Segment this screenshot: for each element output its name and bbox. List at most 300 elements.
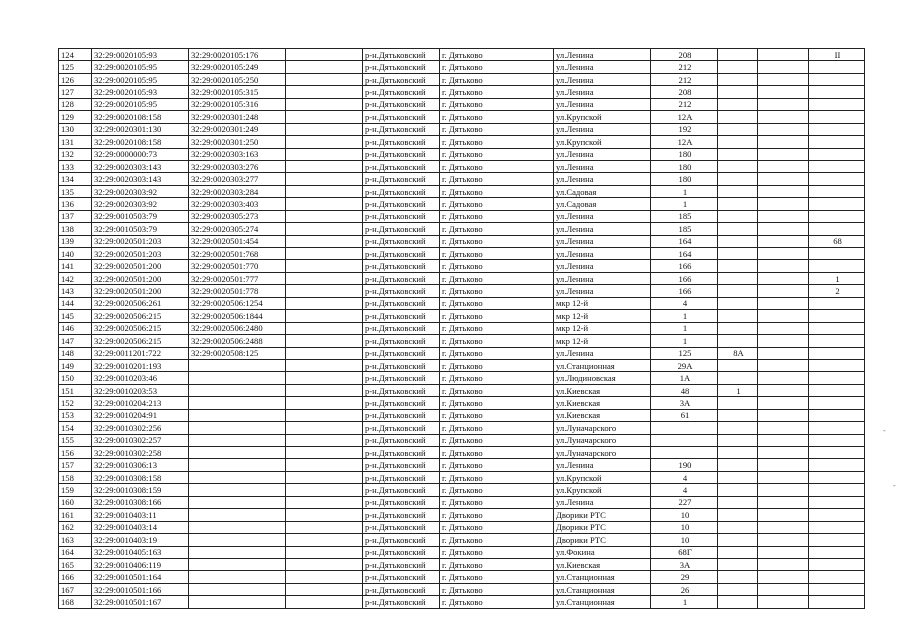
street-cell: ул.Ленина — [554, 459, 651, 471]
land-cadastral-number-cell: 32:29:0000000:73 — [92, 148, 189, 160]
house-number-cell: 3А — [651, 397, 718, 409]
building-cell — [718, 111, 758, 123]
district-cell: р-н.Дятьковский — [363, 447, 440, 459]
house-number-cell: 4 — [651, 484, 718, 496]
apartment-cell — [758, 509, 809, 521]
building-cadastral-number-cell — [189, 534, 286, 546]
land-cadastral-number-cell: 32:29:0020501:200 — [92, 272, 189, 284]
row-number-cell: 145 — [59, 310, 92, 322]
apartment-cell — [758, 459, 809, 471]
table-row — [59, 347, 865, 359]
house-number-cell: 29 — [651, 571, 718, 583]
table-row — [59, 198, 865, 210]
building-cadastral-number-cell: 32:29:0020501:777 — [189, 272, 286, 284]
house-number-cell: 180 — [651, 160, 718, 172]
district-cell: р-н.Дятьковский — [363, 297, 440, 309]
land-cadastral-number-cell: 32:29:0010201:193 — [92, 359, 189, 371]
town-cell: г. Дятьково — [440, 198, 554, 210]
blank-cell — [286, 372, 363, 384]
blank-cell — [286, 347, 363, 359]
apartment-cell — [758, 447, 809, 459]
blank-cell — [286, 310, 363, 322]
blank-cell — [286, 596, 363, 608]
table-row — [59, 359, 865, 371]
house-number-cell: 4 — [651, 297, 718, 309]
town-cell: г. Дятьково — [440, 210, 554, 222]
table-row — [59, 61, 865, 73]
street-cell: мкр 12-й — [554, 297, 651, 309]
street-cell: ул.Станционная — [554, 359, 651, 371]
row-number-cell: 146 — [59, 322, 92, 334]
building-cell — [718, 583, 758, 595]
row-number-cell: 139 — [59, 235, 92, 247]
room-cell — [809, 397, 865, 409]
district-cell: р-н.Дятьковский — [363, 347, 440, 359]
house-number-cell: 48 — [651, 384, 718, 396]
street-cell: ул.Людиновская — [554, 372, 651, 384]
street-cell: ул.Ленина — [554, 160, 651, 172]
table-row — [59, 335, 865, 347]
land-cadastral-number-cell: 32:29:0020303:92 — [92, 198, 189, 210]
table-row — [59, 111, 865, 123]
house-number-cell: 68Г — [651, 546, 718, 558]
room-cell — [809, 496, 865, 508]
blank-cell — [286, 210, 363, 222]
building-cell: 8А — [718, 347, 758, 359]
table-row — [59, 73, 865, 85]
blank-cell — [286, 509, 363, 521]
land-cadastral-number-cell: 32:29:0010204:91 — [92, 409, 189, 421]
street-cell: ул.Ленина — [554, 73, 651, 85]
row-number-cell: 150 — [59, 372, 92, 384]
room-cell: 2 — [809, 285, 865, 297]
building-cell — [718, 434, 758, 446]
building-cadastral-number-cell: 32:29:0020105:250 — [189, 73, 286, 85]
room-cell — [809, 372, 865, 384]
table-row — [59, 384, 865, 396]
building-cell — [718, 521, 758, 533]
table-row — [59, 372, 865, 384]
room-cell — [809, 459, 865, 471]
building-cell — [718, 422, 758, 434]
district-cell: р-н.Дятьковский — [363, 496, 440, 508]
table-row — [59, 310, 865, 322]
room-cell — [809, 223, 865, 235]
table-row — [59, 546, 865, 558]
house-number-cell: 192 — [651, 123, 718, 135]
building-cadastral-number-cell — [189, 571, 286, 583]
room-cell — [809, 335, 865, 347]
town-cell: г. Дятьково — [440, 49, 554, 61]
street-cell: ул.Ленина — [554, 260, 651, 272]
district-cell: р-н.Дятьковский — [363, 372, 440, 384]
town-cell: г. Дятьково — [440, 310, 554, 322]
building-cadastral-number-cell: 32:29:0020305:273 — [189, 210, 286, 222]
street-cell: ул.Ленина — [554, 61, 651, 73]
row-number-cell: 133 — [59, 160, 92, 172]
land-cadastral-number-cell: 32:29:0020105:93 — [92, 86, 189, 98]
land-cadastral-number-cell: 32:29:0010501:164 — [92, 571, 189, 583]
building-cadastral-number-cell — [189, 496, 286, 508]
apartment-cell — [758, 422, 809, 434]
town-cell: г. Дятьково — [440, 86, 554, 98]
building-cell — [718, 148, 758, 160]
blank-cell — [286, 285, 363, 297]
town-cell: г. Дятьково — [440, 297, 554, 309]
building-cell: 1 — [718, 384, 758, 396]
row-number-cell: 144 — [59, 297, 92, 309]
apartment-cell — [758, 434, 809, 446]
district-cell: р-н.Дятьковский — [363, 148, 440, 160]
blank-cell — [286, 384, 363, 396]
table-row — [59, 297, 865, 309]
street-cell: мкр 12-й — [554, 335, 651, 347]
building-cadastral-number-cell — [189, 583, 286, 595]
town-cell: г. Дятьково — [440, 173, 554, 185]
building-cadastral-number-cell: 32:29:0020501:770 — [189, 260, 286, 272]
blank-cell — [286, 123, 363, 135]
table-row — [59, 496, 865, 508]
apartment-cell — [758, 136, 809, 148]
building-cell — [718, 260, 758, 272]
district-cell: р-н.Дятьковский — [363, 459, 440, 471]
street-cell: ул.Ленина — [554, 49, 651, 61]
town-cell: г. Дятьково — [440, 571, 554, 583]
apartment-cell — [758, 185, 809, 197]
land-cadastral-number-cell: 32:29:0010406:119 — [92, 558, 189, 570]
table-row — [59, 484, 865, 496]
blank-cell — [286, 223, 363, 235]
apartment-cell — [758, 534, 809, 546]
street-cell: ул.Киевская — [554, 409, 651, 421]
land-cadastral-number-cell: 32:29:0020303:143 — [92, 160, 189, 172]
apartment-cell — [758, 86, 809, 98]
town-cell: г. Дятьково — [440, 123, 554, 135]
house-number-cell: 1 — [651, 335, 718, 347]
house-number-cell: 12А — [651, 111, 718, 123]
table-row — [59, 148, 865, 160]
row-number-cell: 138 — [59, 223, 92, 235]
room-cell — [809, 583, 865, 595]
street-cell: ул.Станционная — [554, 583, 651, 595]
building-cell — [718, 272, 758, 284]
street-cell: ул.Ленина — [554, 210, 651, 222]
building-cell — [718, 73, 758, 85]
town-cell: г. Дятьково — [440, 583, 554, 595]
district-cell: р-н.Дятьковский — [363, 49, 440, 61]
room-cell — [809, 409, 865, 421]
land-cadastral-number-cell: 32:29:0020501:203 — [92, 235, 189, 247]
district-cell: р-н.Дятьковский — [363, 422, 440, 434]
blank-cell — [286, 558, 363, 570]
land-cadastral-number-cell: 32:29:0010405:163 — [92, 546, 189, 558]
town-cell: г. Дятьково — [440, 136, 554, 148]
building-cadastral-number-cell: 32:29:0020303:277 — [189, 173, 286, 185]
building-cell — [718, 123, 758, 135]
blank-cell — [286, 272, 363, 284]
town-cell: г. Дятьково — [440, 359, 554, 371]
house-number-cell — [651, 422, 718, 434]
blank-cell — [286, 546, 363, 558]
building-cell — [718, 49, 758, 61]
land-cadastral-number-cell: 32:29:0020105:95 — [92, 61, 189, 73]
district-cell: р-н.Дятьковский — [363, 521, 440, 533]
apartment-cell — [758, 347, 809, 359]
town-cell: г. Дятьково — [440, 409, 554, 421]
row-number-cell: 160 — [59, 496, 92, 508]
district-cell: р-н.Дятьковский — [363, 111, 440, 123]
building-cell — [718, 198, 758, 210]
town-cell: г. Дятьково — [440, 384, 554, 396]
building-cadastral-number-cell: 32:29:0020301:250 — [189, 136, 286, 148]
margin-mark: - — [883, 426, 886, 435]
district-cell: р-н.Дятьковский — [363, 335, 440, 347]
street-cell: ул.Ленина — [554, 86, 651, 98]
room-cell — [809, 210, 865, 222]
street-cell: ул.Луначарского — [554, 434, 651, 446]
blank-cell — [286, 447, 363, 459]
row-number-cell: 127 — [59, 86, 92, 98]
room-cell — [809, 148, 865, 160]
district-cell: р-н.Дятьковский — [363, 384, 440, 396]
district-cell: р-н.Дятьковский — [363, 434, 440, 446]
blank-cell — [286, 534, 363, 546]
land-cadastral-number-cell: 32:29:0010203:53 — [92, 384, 189, 396]
land-cadastral-number-cell: 32:29:0020301:130 — [92, 123, 189, 135]
apartment-cell — [758, 359, 809, 371]
blank-cell — [286, 98, 363, 110]
apartment-cell — [758, 123, 809, 135]
street-cell: ул.Ленина — [554, 496, 651, 508]
blank-cell — [286, 397, 363, 409]
room-cell — [809, 596, 865, 608]
district-cell: р-н.Дятьковский — [363, 86, 440, 98]
house-number-cell: 212 — [651, 73, 718, 85]
table-row — [59, 98, 865, 110]
building-cell — [718, 61, 758, 73]
district-cell: р-н.Дятьковский — [363, 210, 440, 222]
street-cell: ул.Ленина — [554, 173, 651, 185]
apartment-cell — [758, 384, 809, 396]
apartment-cell — [758, 160, 809, 172]
room-cell — [809, 198, 865, 210]
row-number-cell: 168 — [59, 596, 92, 608]
table-row — [59, 583, 865, 595]
town-cell: г. Дятьково — [440, 285, 554, 297]
apartment-cell — [758, 210, 809, 222]
land-cadastral-number-cell: 32:29:0020303:92 — [92, 185, 189, 197]
town-cell: г. Дятьково — [440, 496, 554, 508]
land-cadastral-number-cell: 32:29:0010308:166 — [92, 496, 189, 508]
building-cell — [718, 248, 758, 260]
town-cell: г. Дятьково — [440, 459, 554, 471]
street-cell: ул.Луначарского — [554, 447, 651, 459]
building-cell — [718, 546, 758, 558]
room-cell — [809, 185, 865, 197]
street-cell: ул.Луначарского — [554, 422, 651, 434]
street-cell: ул.Крупской — [554, 136, 651, 148]
house-number-cell: 212 — [651, 61, 718, 73]
building-cadastral-number-cell: 32:29:0020303:276 — [189, 160, 286, 172]
land-cadastral-number-cell: 32:29:0020501:200 — [92, 285, 189, 297]
town-cell: г. Дятьково — [440, 471, 554, 483]
town-cell: г. Дятьково — [440, 260, 554, 272]
blank-cell — [286, 571, 363, 583]
land-cadastral-number-cell: 32:29:0010501:166 — [92, 583, 189, 595]
district-cell: р-н.Дятьковский — [363, 409, 440, 421]
land-cadastral-number-cell: 32:29:0010308:159 — [92, 484, 189, 496]
house-number-cell: 10 — [651, 534, 718, 546]
blank-cell — [286, 335, 363, 347]
street-cell: ул.Станционная — [554, 596, 651, 608]
district-cell: р-н.Дятьковский — [363, 397, 440, 409]
district-cell: р-н.Дятьковский — [363, 484, 440, 496]
building-cadastral-number-cell: 32:29:0020303:163 — [189, 148, 286, 160]
street-cell: ул.Фокина — [554, 546, 651, 558]
table-row — [59, 272, 865, 284]
room-cell — [809, 73, 865, 85]
table-row — [59, 248, 865, 260]
blank-cell — [286, 185, 363, 197]
town-cell: г. Дятьково — [440, 223, 554, 235]
room-cell — [809, 160, 865, 172]
house-number-cell: 1А — [651, 372, 718, 384]
room-cell — [809, 86, 865, 98]
apartment-cell — [758, 61, 809, 73]
table-row — [59, 471, 865, 483]
building-cadastral-number-cell — [189, 447, 286, 459]
row-number-cell: 167 — [59, 583, 92, 595]
room-cell — [809, 359, 865, 371]
land-cadastral-number-cell: 32:29:0010306:13 — [92, 459, 189, 471]
building-cadastral-number-cell: 32:29:0020506:1844 — [189, 310, 286, 322]
table-row — [59, 596, 865, 608]
street-cell: Дворики РТС — [554, 509, 651, 521]
row-number-cell: 157 — [59, 459, 92, 471]
row-number-cell: 152 — [59, 397, 92, 409]
building-cadastral-number-cell — [189, 372, 286, 384]
room-cell — [809, 173, 865, 185]
street-cell: ул.Ленина — [554, 98, 651, 110]
building-cadastral-number-cell — [189, 422, 286, 434]
row-number-cell: 124 — [59, 49, 92, 61]
row-number-cell: 140 — [59, 248, 92, 260]
street-cell: ул.Ленина — [554, 285, 651, 297]
apartment-cell — [758, 73, 809, 85]
house-number-cell: 185 — [651, 210, 718, 222]
street-cell: ул.Ленина — [554, 123, 651, 135]
blank-cell — [286, 484, 363, 496]
building-cell — [718, 558, 758, 570]
street-cell: ул.Станционная — [554, 571, 651, 583]
row-number-cell: 156 — [59, 447, 92, 459]
building-cadastral-number-cell: 32:29:0020305:274 — [189, 223, 286, 235]
town-cell: г. Дятьково — [440, 521, 554, 533]
building-cell — [718, 322, 758, 334]
blank-cell — [286, 521, 363, 533]
room-cell — [809, 260, 865, 272]
blank-cell — [286, 148, 363, 160]
town-cell: г. Дятьково — [440, 335, 554, 347]
building-cell — [718, 471, 758, 483]
apartment-cell — [758, 148, 809, 160]
house-number-cell: 185 — [651, 223, 718, 235]
apartment-cell — [758, 546, 809, 558]
street-cell: ул.Крупской — [554, 484, 651, 496]
house-number-cell: 61 — [651, 409, 718, 421]
land-cadastral-number-cell: 32:29:0020501:200 — [92, 260, 189, 272]
district-cell: р-н.Дятьковский — [363, 272, 440, 284]
land-cadastral-number-cell: 32:29:0010403:19 — [92, 534, 189, 546]
street-cell: мкр 12-й — [554, 322, 651, 334]
table-row — [59, 49, 865, 61]
blank-cell — [286, 73, 363, 85]
apartment-cell — [758, 285, 809, 297]
house-number-cell: 10 — [651, 509, 718, 521]
town-cell: г. Дятьково — [440, 546, 554, 558]
building-cell — [718, 235, 758, 247]
house-number-cell: 164 — [651, 235, 718, 247]
street-cell: ул.Крупской — [554, 111, 651, 123]
room-cell — [809, 571, 865, 583]
building-cadastral-number-cell — [189, 546, 286, 558]
house-number-cell: 26 — [651, 583, 718, 595]
town-cell: г. Дятьково — [440, 160, 554, 172]
address-register-table — [58, 48, 865, 609]
apartment-cell — [758, 496, 809, 508]
district-cell: р-н.Дятьковский — [363, 571, 440, 583]
building-cell — [718, 447, 758, 459]
district-cell: р-н.Дятьковский — [363, 98, 440, 110]
building-cadastral-number-cell — [189, 359, 286, 371]
room-cell — [809, 434, 865, 446]
building-cell — [718, 136, 758, 148]
row-number-cell: 166 — [59, 571, 92, 583]
blank-cell — [286, 248, 363, 260]
apartment-cell — [758, 596, 809, 608]
room-cell — [809, 297, 865, 309]
street-cell: ул.Ленина — [554, 272, 651, 284]
row-number-cell: 161 — [59, 509, 92, 521]
district-cell: р-н.Дятьковский — [363, 285, 440, 297]
building-cadastral-number-cell: 32:29:0020303:403 — [189, 198, 286, 210]
building-cell — [718, 185, 758, 197]
blank-cell — [286, 297, 363, 309]
district-cell: р-н.Дятьковский — [363, 322, 440, 334]
apartment-cell — [758, 583, 809, 595]
table-body — [59, 49, 865, 609]
room-cell — [809, 471, 865, 483]
apartment-cell — [758, 98, 809, 110]
land-cadastral-number-cell: 32:29:0020506:215 — [92, 322, 189, 334]
apartment-cell — [758, 335, 809, 347]
row-number-cell: 141 — [59, 260, 92, 272]
house-number-cell: 1 — [651, 322, 718, 334]
town-cell: г. Дятьково — [440, 558, 554, 570]
row-number-cell: 135 — [59, 185, 92, 197]
apartment-cell — [758, 260, 809, 272]
row-number-cell: 132 — [59, 148, 92, 160]
table-row — [59, 434, 865, 446]
blank-cell — [286, 322, 363, 334]
district-cell: р-н.Дятьковский — [363, 509, 440, 521]
row-number-cell: 148 — [59, 347, 92, 359]
row-number-cell: 129 — [59, 111, 92, 123]
table-row — [59, 534, 865, 546]
town-cell: г. Дятьково — [440, 148, 554, 160]
table-row — [59, 322, 865, 334]
table-row — [59, 123, 865, 135]
